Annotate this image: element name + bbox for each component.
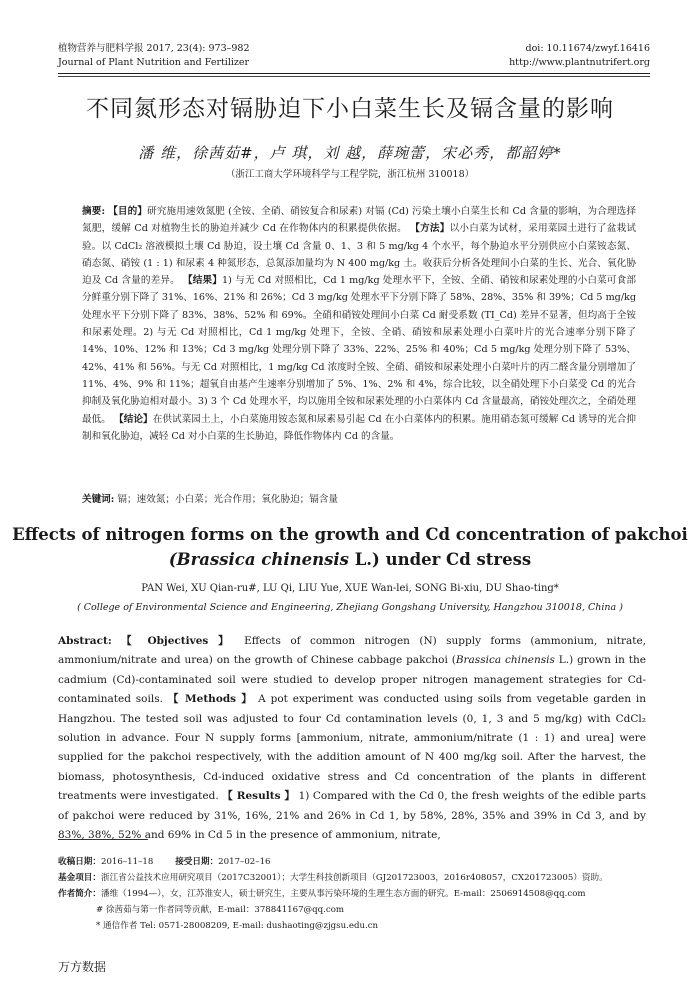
title-chinese: 不同氮形态对镉胁迫下小白菜生长及镉含量的影响: [86, 96, 614, 122]
title-english: [0, 522, 700, 572]
title-en-line1: Effects of nitrogen forms on the growth and Cd concentration of pakchoi: [12, 525, 688, 544]
journal-name-cn: 植物营养与肥料学报 2017, 23(4): 973–982: [58, 43, 250, 54]
methods-label-en: 【 Methods 】: [167, 693, 254, 706]
accepted-date: 2017–02–16: [218, 857, 271, 867]
objective-text-cn: 研究施用速效氮肥 (全铵、全硝、硝铵复合和尿素) 对镉 (Cd) 污染土壤小白菜生长和 Cd 含量的影响，为合理选择氮肥，缓解 Cd 对植物生长的胁迫并减少 Cd 在作物体内的积累提供依据。: [82, 206, 637, 235]
received-date: 2016–11–18: [100, 857, 154, 867]
journal-info: [58, 42, 250, 70]
title-en-tail: L.) under Cd stress: [348, 550, 532, 569]
author-bio-line: [58, 886, 658, 902]
species-name-en: Brassica chinensis: [455, 654, 555, 667]
title-en-species: (Brassica chinensis: [168, 550, 349, 569]
results-text-en: 1) Compared with the Cd 0, the fresh weights of the edible parts of pakchoi were reduced by 31%, 16%, 21% and 26% in Cd 1, by 58%, 28%, 35% and 39% in Cd 3, and by 83%, 38%, 52% and 69% in Cd 5 in the presence of ammonium, nitrate,: [58, 790, 647, 842]
abstract-chinese: [82, 203, 636, 445]
results-text-cn: 1) 与无 Cd 对照相比，Cd 1 mg/kg 处理水平下，全铵、全硝、硝铵和尿素处理的小白菜可食部分鲜重分别下降了 31%、16%、21% 和 26%；Cd 3 mg/kg 处理水平下分别下降了 58%、28%、35% 和 39%；Cd 5 mg/kg 处理水平下分别下降了 83%、38%、52% 和 69%。全硝和硝铵处理间小白菜 Cd 耐受系数 (TI_Cd) 差异不显著，但均高于全铵和尿素处理。2) 与无 Cd 对照相比，Cd 1 mg/kg 处理下，全铵、全硝、硝铵和尿素处理小白菜叶片的光合速率分别下降了 14%、10%、12% 和 13%；Cd 3 mg/kg 处理分别下降了 33%、22%、25% 和 40%；Cd 5 mg/kg 处理分别下降了 53%、42%、41% 和 56%。与无 Cd 对照相比，1 mg/kg Cd 浓度时全铵、全硝、硝铵和尿素处理小白菜叶片的丙二醛含量分别增加了 11%、4%、9% 和 11%；超氧自由基产生速率分别增加了 5%、1%、2% 和 4%，综合比较，以全硝处理下小白菜受 Cd 的光合抑制及氧化胁迫相对最小。3) 3 个 Cd 处理水平，均以施用全铵和尿素处理的小白菜体内 Cd 含量最高，硝铵处理次之，全硝处理最低。: [82, 275, 636, 425]
author-bio-label: 作者简介：: [58, 889, 101, 899]
footnotes: [58, 854, 658, 934]
journal-name-en: Journal of Plant Nutrition and Fertilizer: [58, 57, 250, 68]
dates-line: [58, 854, 658, 870]
authors-english: PAN Wei, XU Qian-ru#, LU Qi, LIU Yue, XUE Wan-lei, SONG Bi-xiu, DU Shao-ting*: [141, 583, 559, 594]
doi-info: [509, 42, 650, 70]
affiliation-english: ( College of Environmental Science and Engineering, Zhejiang Gongshang University, Hangzhou 310018, China ): [77, 602, 623, 613]
affiliation-chinese: （浙江工商大学环境科学与工程学院，浙江杭州 310018）: [225, 169, 475, 180]
header-rule-thin: [58, 76, 650, 77]
fund-label: 基金项目：: [58, 873, 101, 883]
authors-chinese: 潘 维，徐茜茹#，卢 琪，刘 越，薛琬蕾，宋必秀，都韶婷*: [138, 144, 562, 162]
fund-text: 浙江省公益技术应用研究项目（2017C32001）；大学生科技创新项目（GJ201723003，2016r408057，CX201723005）资助。: [100, 873, 608, 883]
abstract-label-en: Abstract:: [58, 635, 112, 647]
received-label: 收稿日期：: [58, 857, 101, 867]
footnote-rule: [58, 839, 148, 840]
equal-contribution-line: # 徐茜茹与第一作者同等贡献，E-mail：378841167@qq.com: [96, 905, 345, 915]
conclusion-text-cn: 在供试菜园土上，小白菜施用铵态氮和尿素易引起 Cd 在小白菜体内的积累。施用硝态氮可缓解 Cd 诱导的光合抑制和氧化胁迫，减轻 Cd 对小白菜的生长胁迫，降低作物体内 Cd 的含量。: [82, 413, 636, 442]
keywords-text-cn: 镉；速效氮；小白菜；光合作用；氧化胁迫；镉含量: [117, 494, 339, 505]
objectives-text-en-b: L.) grown in the cadmium (Cd)-contaminated soil were studied to develop proper nitrogen management strategies for Cd-contaminated soils.: [58, 654, 646, 706]
results-label-cn: 【结果】: [183, 275, 223, 287]
header-rule: [58, 73, 650, 74]
author-bio-text: 潘维（1994—），女，江苏淮安人，硕士研究生，主要从事污染环境的生理生态方面的研究。E-mail：2506914508@qq.com: [100, 889, 586, 899]
corresponding-author-line: * 通信作者 Tel: 0571-28008209, E-mail: dushaoting@zjgsu.edu.cn: [96, 921, 379, 931]
abstract-english: [58, 632, 646, 845]
fund-line: [58, 870, 658, 886]
title-en-line2: [0, 547, 700, 572]
conclusion-label-cn: 【结论】: [114, 413, 153, 425]
keywords-chinese: [82, 491, 636, 505]
methods-label-cn: 【方法】: [410, 223, 450, 235]
doi[interactable]: doi: 10.11674/zwyf.16416: [525, 43, 650, 54]
accepted-label: 接受日期：: [175, 857, 219, 867]
methods-text-en: A pot experiment was conducted using soils from vegetable garden in Hangzhou. The tested soil was adjusted to four Cd contamination levels (0, 1, 3 and 5 mg/kg) with CdCl₂ solution in advance. Four N supply forms [ammonium, nitrate, ammonium/nitrate (1 : 1) and urea] were supplied for the pakchoi respectively, with the addition amount of N 400 mg/kg soil. After the harvest, the biomass, photosynthesis, Cd-induced oxidative stress and Cd concentration of the plants in different treatments were investigated.: [58, 693, 647, 803]
abstract-label-cn: 摘要:: [82, 206, 105, 217]
journal-url[interactable]: http://www.plantnutrifert.org: [509, 57, 650, 68]
objectives-label-en: 【 Objectives 】: [121, 635, 235, 647]
results-label-en: 【 Results 】: [222, 790, 296, 803]
objectives-text-en-a: Effects of common nitrogen (N) supply forms (ammonium, nitrate, ammonium/nitrate and urea) on the growth of Chinese cabbage pakchoi (: [58, 635, 646, 667]
methods-text-cn: 以小白菜为试材，采用菜园土进行了盆栽试验。以 CdCl₂ 溶液模拟土壤 Cd 胁迫，设土壤 Cd 含量 0、1、3 和 5 mg/kg 4 个水平，每个胁迫水平分别供应小白菜铵态氮、硝态氮、硝铵 (1 : 1) 和尿素 4 种氮形态，总氮添加量均为 N 400 mg/kg 土。收获后分析各处理间小白菜的生长、光合、氧化胁迫及 Cd 含量的差异。: [82, 223, 636, 287]
keywords-label-cn: 关键词:: [82, 494, 115, 505]
watermark: 万方数据: [58, 960, 107, 974]
objective-label-cn: 【目的】: [108, 206, 148, 217]
